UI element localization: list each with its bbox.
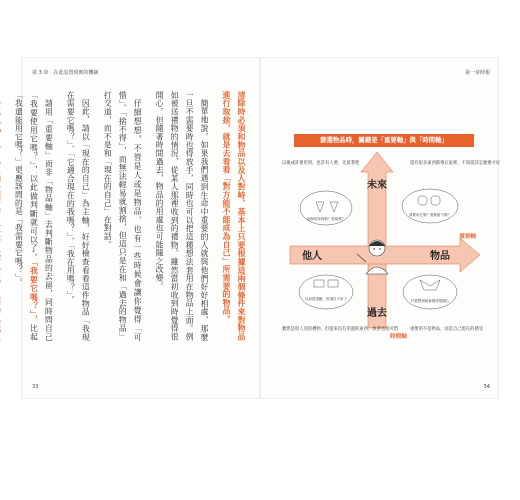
paragraph [10, 91, 55, 341]
bubble-text: 我要用它嗎？需要留下嗎？ [409, 213, 451, 217]
text-run: 仔細想想，不管是人或是物品，也有一些時候會讓你覺得「可惜」、「捨不得」，而無法輕易就割捨，但這只是在和「過去的物品」打交道，而不是和「現在的自己」在對話。 [103, 91, 143, 341]
caption-bottom-left: 雖然是別人送的禮物，但從來沒有用過的東西，放著也很可惜 [282, 327, 399, 332]
text-run: 因此，請以「現在的自己」為主軸，好好檢查看看這件物品「我現在需要它嗎？」、「它適合現在的我嗎？」、「我在用嗎？」。 [66, 91, 91, 341]
bubble-bottom-left [299, 275, 353, 309]
paragraph [0, 91, 3, 341]
axis-bottom-label: 過去 [367, 308, 387, 319]
running-head: 第一章時報 [464, 70, 490, 76]
left-page [14, 58, 260, 398]
axis-diagram [260, 150, 501, 350]
body-text [14, 91, 248, 341]
page-number: 33 [32, 384, 39, 390]
right-page [260, 58, 501, 398]
running-head: 第 3 章 在此設置現實的機制 [32, 70, 99, 76]
text-run: 請用「重要軸」而非「物品軸」去判斷物品的去留，同時問自己「我要使用它嗎？」，以此做判斷就可以了。 [29, 91, 54, 341]
importance-axis-name: 重要軸 [459, 234, 476, 240]
diagram-title: 篩選物品時，關鍵是「重要軸」與「時間軸」 [294, 134, 474, 147]
time-axis-name: 時間軸 [390, 334, 407, 340]
bubble-top-right [402, 189, 458, 223]
axis-right-label: 物品 [430, 251, 450, 262]
book-spread [14, 58, 501, 398]
paragraph [62, 91, 92, 341]
bubble-top-left [300, 191, 352, 225]
bubble-text: 這個用得到嗎？要留嗎？ [306, 217, 346, 221]
highlighted-text [0, 91, 1, 341]
bubble-text: 只要想到就會覺得很開心 [410, 299, 450, 303]
bubble-bottom-right [403, 275, 457, 309]
paragraph [99, 91, 144, 341]
highlighted-text: 「我要它嗎？」， [29, 261, 39, 324]
text-run: 比起「我還能用它嗎？」更應該問的是「我需要它嗎？」。 [14, 91, 39, 341]
bubble-text: 以前很喜歡，但現在不用了 [305, 297, 347, 301]
caption-top-right: 還有很多東西都堆在家裡，不知道該怎麼辦才好 [410, 161, 501, 166]
axis-left-label: 他人 [302, 251, 322, 262]
caption-bottom-right: 重要的不是物品，而是自己現在的感受 [410, 327, 484, 332]
page-number: 34 [483, 384, 490, 390]
highlighted-text: 清除時必須和物品以及人對峙，基本上只要根據這兩個條件來對物品進行取捨，就是去看看「對方能不能成為自己」所需要的物品。 [222, 91, 246, 341]
paragraph [151, 91, 211, 341]
paragraph [218, 91, 248, 341]
axis-top-label: 未來 [367, 180, 387, 191]
text-run: 簡單地說，如果我們遇到生命中重要的人就與他們好好相處，那麼一旦不需要時也得放手，同時也可以把這種想法套用在物品上面。例如被送禮物的情況，從某人那裡收到的禮物，雖然當初收到時覺得很開心，但隨著時間過去，物品的用處也可能隨之改變。 [155, 91, 210, 341]
caption-top-left: 以後或許會用到，也許有人要，先留著吧 [282, 161, 360, 166]
